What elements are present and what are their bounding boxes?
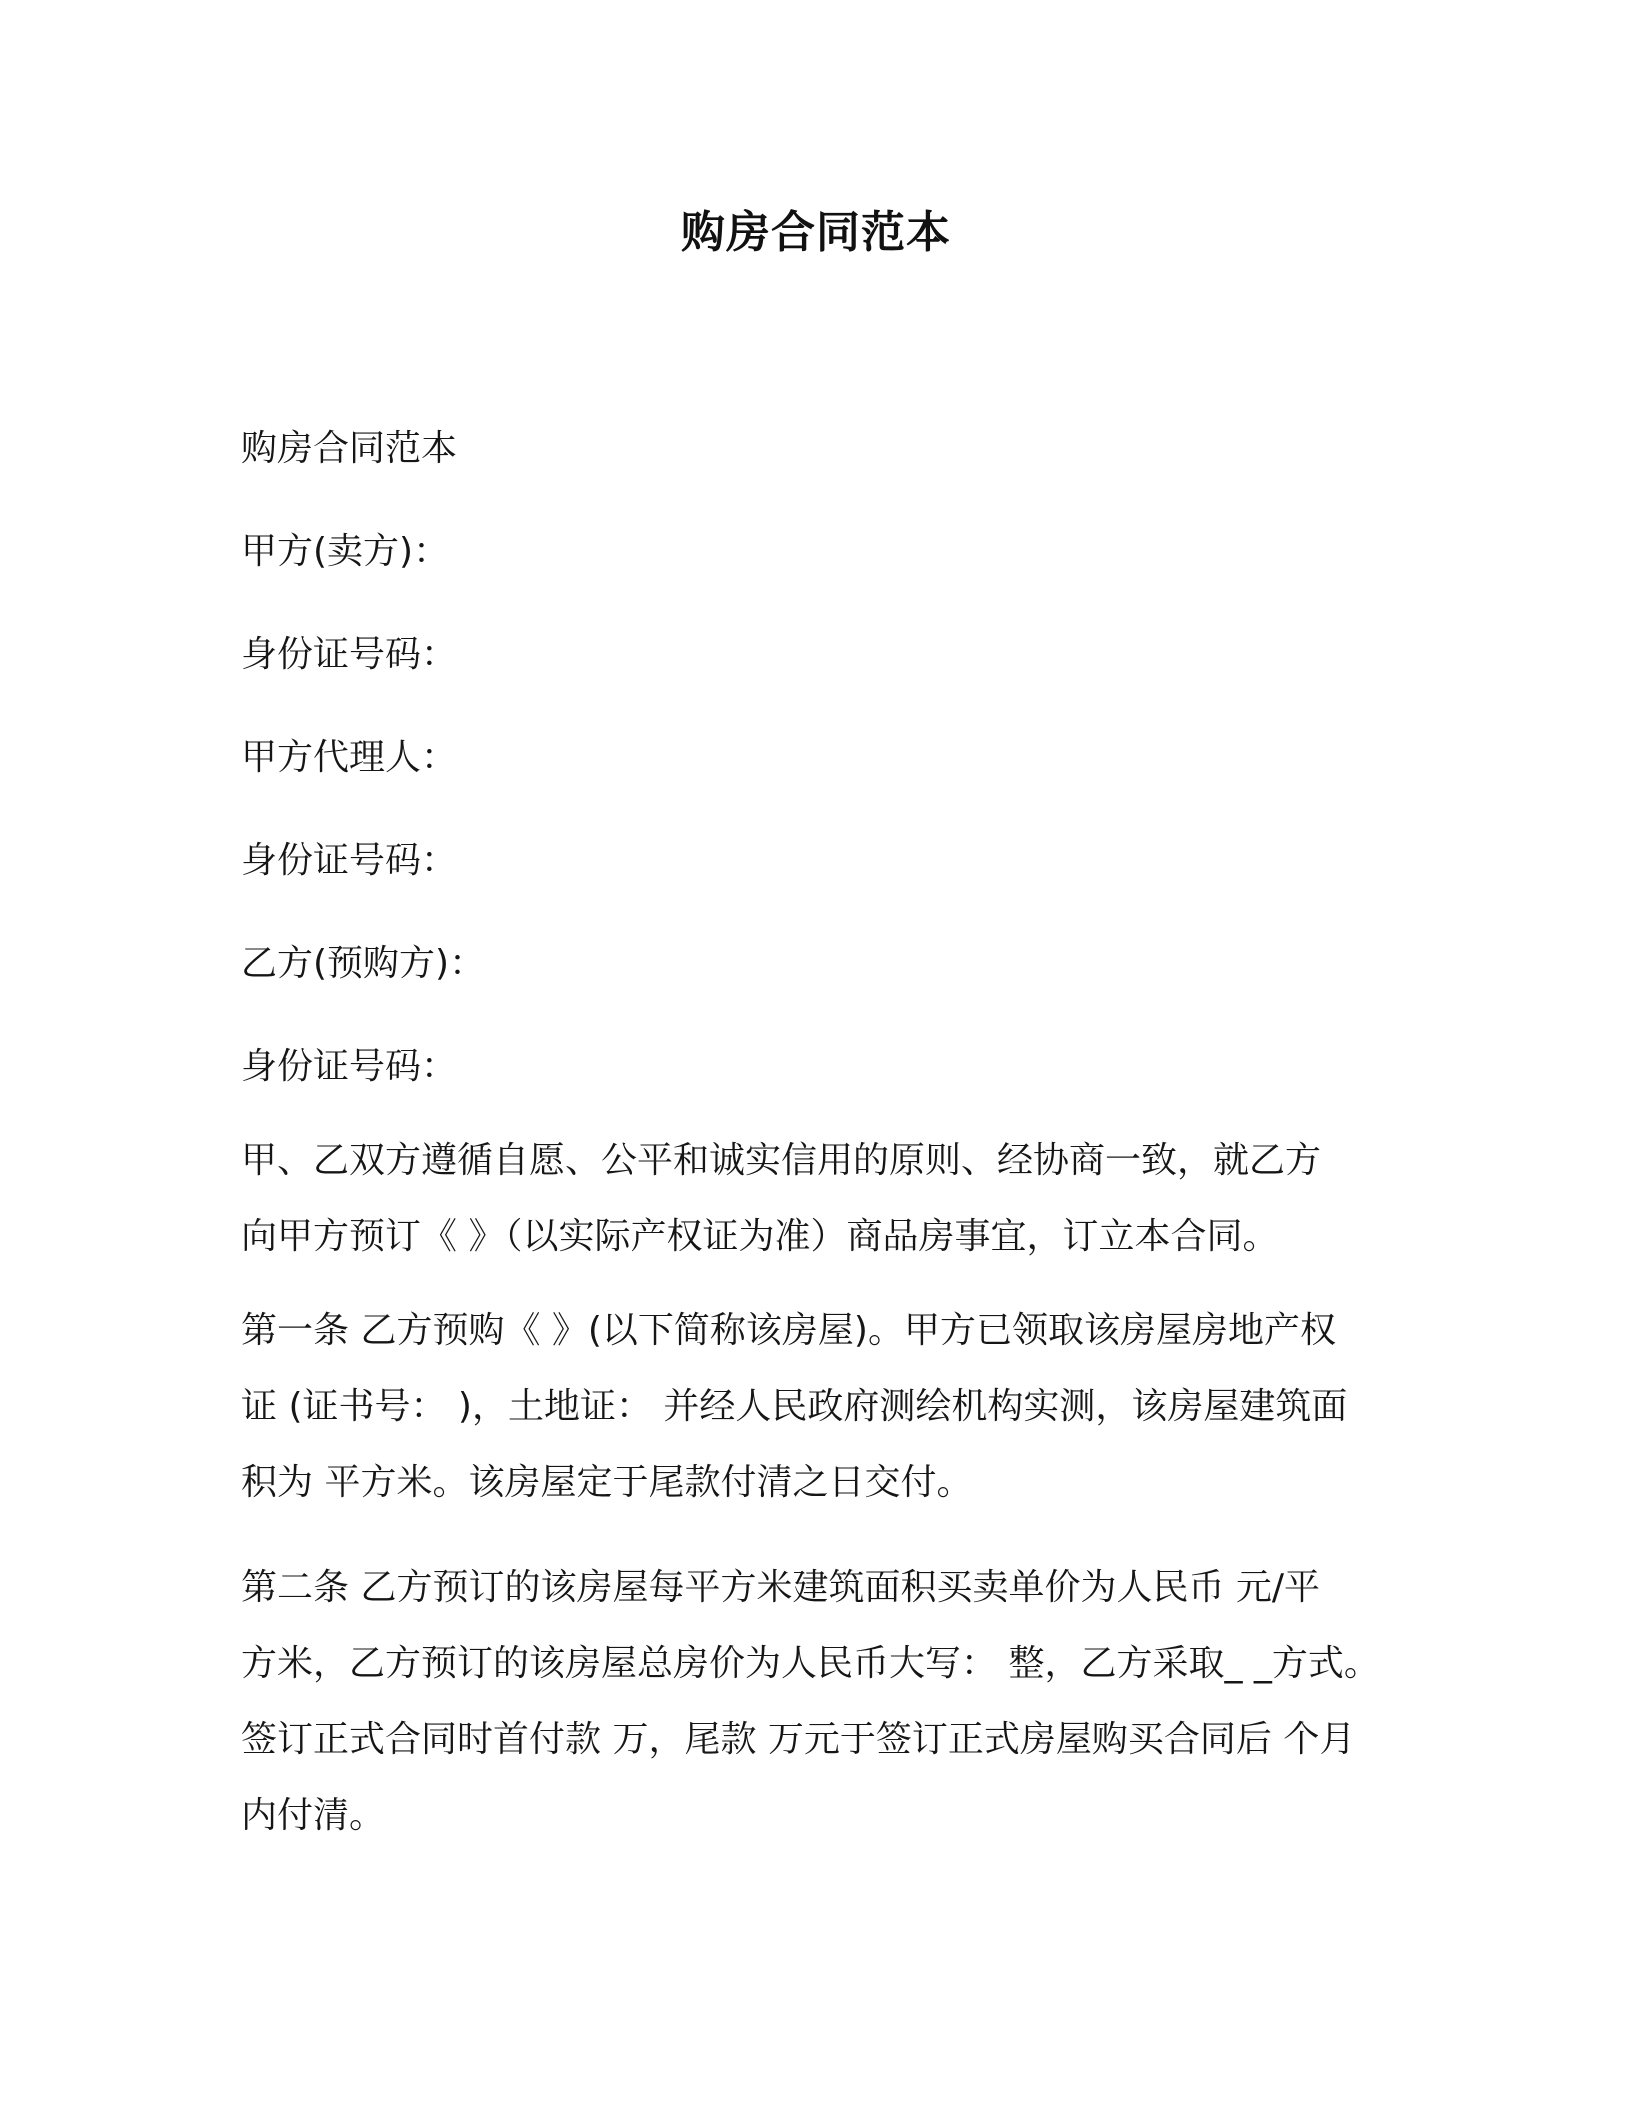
party-a-label: 甲方(卖方)： (241, 531, 450, 572)
article-1-paragraph (241, 1293, 1401, 1521)
preamble-paragraph (241, 1123, 1401, 1275)
preamble-line: 甲、乙双方遵循自愿、公平和诚实信用的原则、经协商一致，就乙方 (241, 1140, 1322, 1181)
article-1-line: 积为 平方米。该房屋定于尾款付清之日交付。 (241, 1462, 973, 1503)
party-b-label: 乙方(预购方)： (241, 943, 486, 984)
article-2-line: 内付清。 (241, 1795, 386, 1836)
article-1-line: 证 (证书号： )，土地证： 并经人民政府测绘机构实测，该房屋建筑面 (241, 1386, 1348, 1427)
preamble-line: 向甲方预订《 》（以实际产权证为准）商品房事宜，订立本合同。 (241, 1216, 1279, 1257)
document-subtitle: 购房合同范本 (241, 428, 458, 469)
party-b-id-label: 身份证号码： (241, 1046, 458, 1087)
article-2-line: 签订正式合同时首付款 万，尾款 万元于签订正式房屋购买合同后 个月 (241, 1719, 1356, 1760)
party-a-agent-id-label: 身份证号码： (241, 840, 458, 881)
article-2-line: 第二条 乙方预订的该房屋每平方米建筑面积买卖单价为人民币 元/平 (241, 1567, 1321, 1608)
page-title: 购房合同范本 (681, 207, 951, 258)
article-2-line: 方米，乙方预订的该房屋总房价为人民币大写： 整，乙方采取_ _方式。 (241, 1643, 1380, 1684)
article-1-line: 第一条 乙方预购《 》(以下简称该房屋)。甲方已领取该房屋房地产权 (241, 1310, 1336, 1351)
party-a-agent-label: 甲方代理人： (241, 737, 458, 778)
article-2-paragraph (241, 1550, 1401, 1854)
party-a-id-label: 身份证号码： (241, 634, 458, 675)
